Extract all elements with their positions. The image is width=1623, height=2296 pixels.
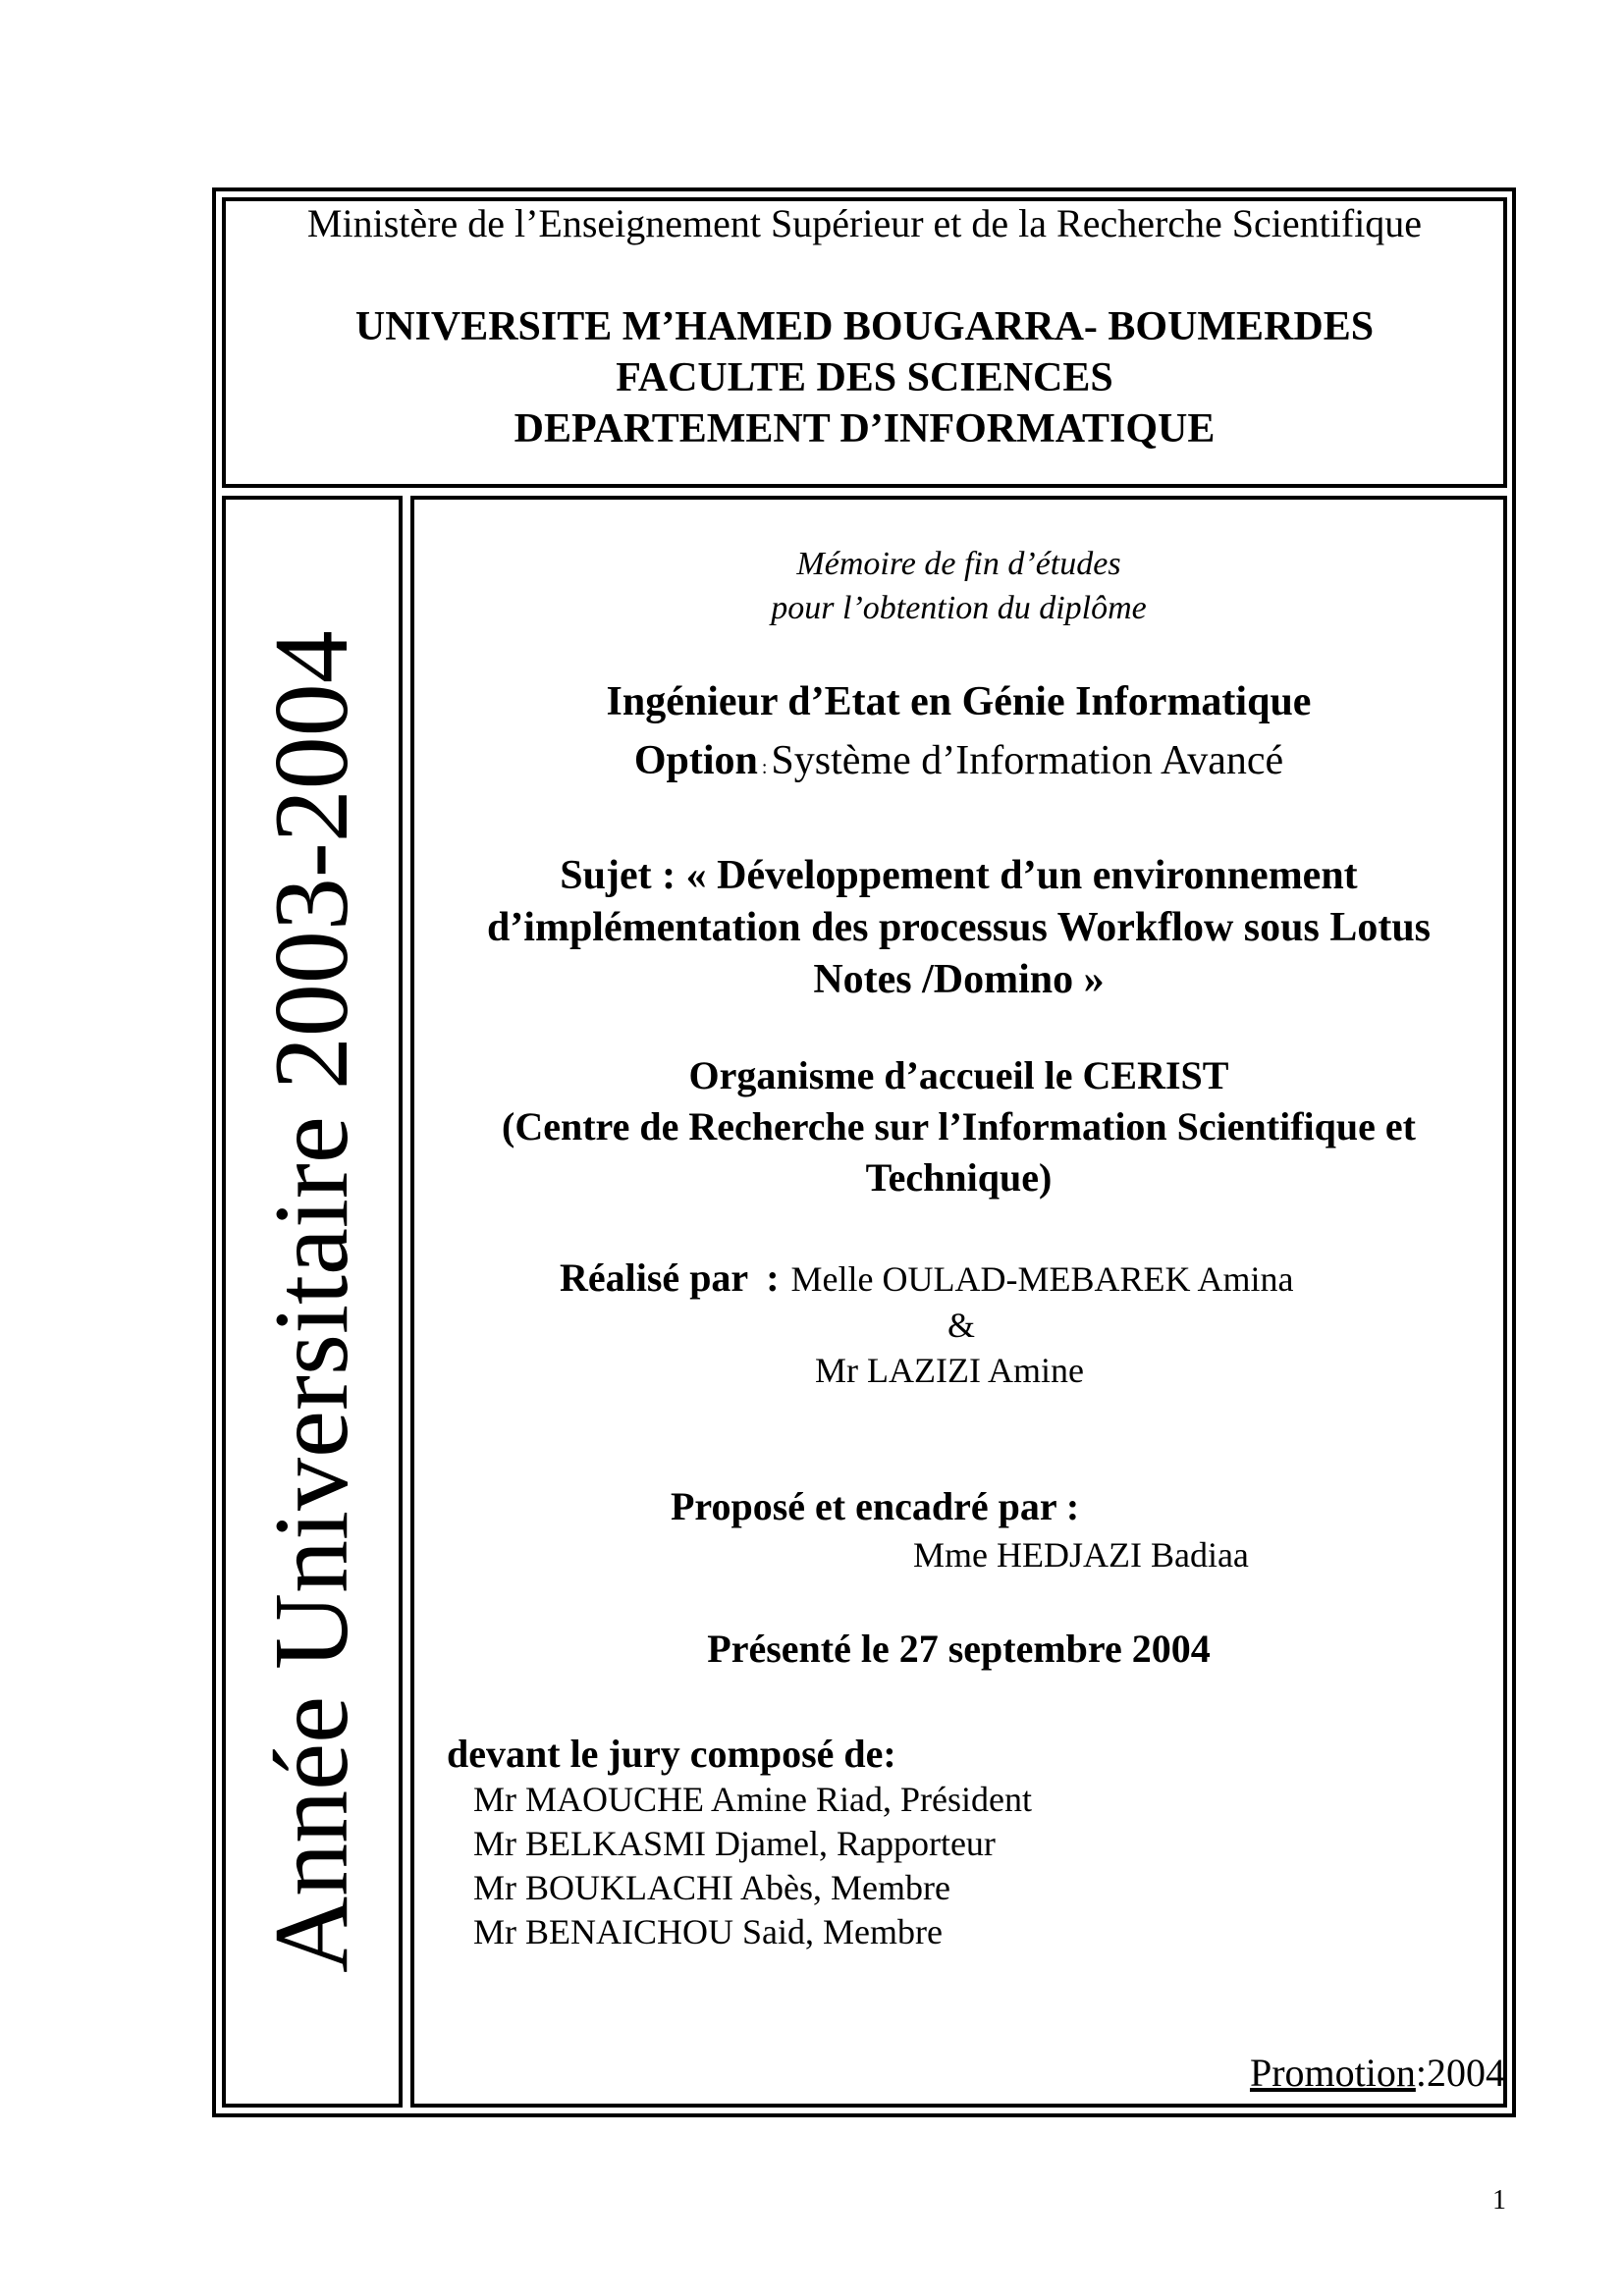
- option-colon: :: [761, 757, 768, 778]
- realized-by-line: [560, 1255, 1294, 1300]
- subject-line-2: d’implémentation des processus Workflow sous Lotus: [486, 905, 1432, 950]
- jury-member-4: Mr BENAICHOU Said, Membre: [473, 1912, 943, 1951]
- author-2: Mr LAZIZI Amine: [815, 1351, 1084, 1390]
- realized-colon: :: [766, 1255, 780, 1300]
- page-number: 1: [1492, 2185, 1506, 2216]
- degree-title: Ingénieur d’Etat en Génie Informatique: [606, 679, 1312, 724]
- university-name: UNIVERSITE M’HAMED BOUGARRA- BOUMERDES: [354, 304, 1375, 349]
- subject-line-1: Sujet : « Développement d’un environnement: [560, 853, 1358, 898]
- realized-label: Réalisé par: [560, 1255, 749, 1300]
- academic-year: Année Universitaire 2003-2004: [253, 630, 370, 1973]
- supervisor-name: Mme HEDJAZI Badiaa: [913, 1535, 1249, 1575]
- memoire-line-2: pour l’obtention du diplôme: [771, 590, 1147, 626]
- jury-member-1: Mr MAOUCHE Amine Riad, Président: [473, 1780, 1032, 1819]
- academic-year-panel: [222, 496, 403, 2108]
- option-value: Système d’Information Avancé: [771, 738, 1284, 783]
- promotion-value: :2004: [1415, 2051, 1505, 2095]
- option-line: [410, 740, 1507, 781]
- author-1: Melle OULAD-MEBAREK Amina: [790, 1259, 1294, 1299]
- jury-label: devant le jury composé de:: [447, 1732, 896, 1776]
- host-line-2: (Centre de Recherche sur l’Information Scientifique et: [502, 1104, 1416, 1148]
- ministry-title: Ministère de l’Enseignement Supérieur et de la Recherche Scientifique: [306, 201, 1423, 245]
- host-line-1: Organisme d’accueil le CERIST: [688, 1053, 1229, 1097]
- authors-ampersand: &: [947, 1306, 976, 1345]
- memoire-line-1: Mémoire de fin d’études: [796, 546, 1121, 582]
- jury-member-2: Mr BELKASMI Djamel, Rapporteur: [473, 1824, 996, 1863]
- faculty-name: FACULTE DES SCIENCES: [616, 355, 1113, 400]
- presentation-date: Présenté le 27 septembre 2004: [707, 1627, 1211, 1671]
- subject-line-3: Notes /Domino »: [813, 957, 1105, 1002]
- option-label: Option: [633, 738, 758, 783]
- promotion: [1249, 2051, 1505, 2095]
- jury-member-3: Mr BOUKLACHI Abès, Membre: [473, 1868, 950, 1907]
- promotion-label: Promotion: [1249, 2051, 1416, 2095]
- host-line-3: Technique): [865, 1155, 1053, 1200]
- supervised-label: Proposé et encadré par :: [671, 1484, 1080, 1528]
- department-name: DEPARTEMENT D’INFORMATIQUE: [514, 406, 1216, 452]
